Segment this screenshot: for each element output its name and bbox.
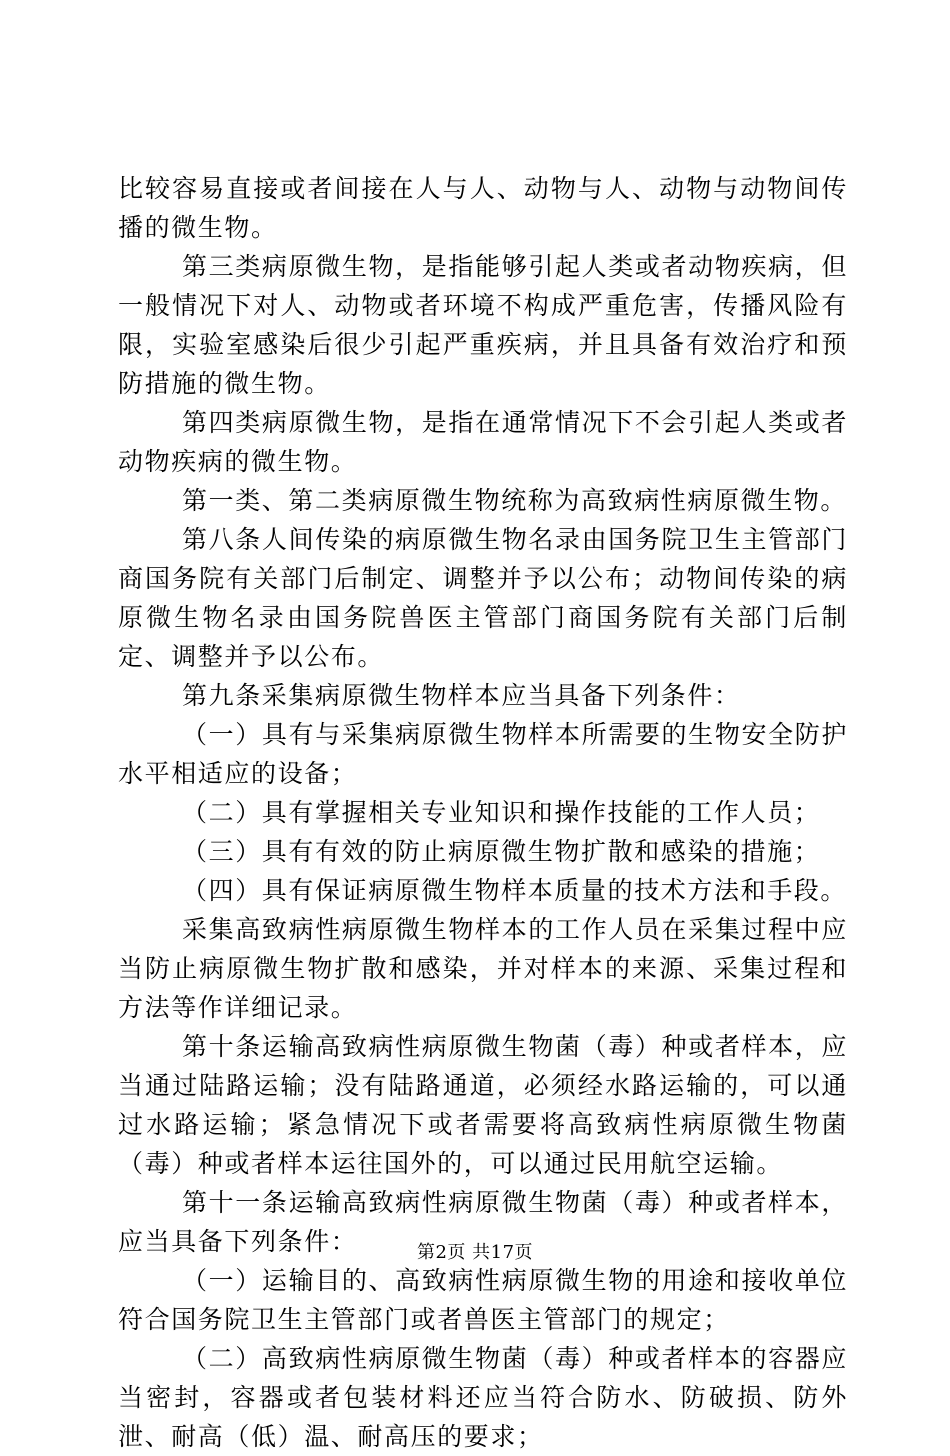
paragraph-sampling-records: 采集高致病性病原微生物样本的工作人员在采集过程中应当防止病原微生物扩散和感染，并对样本的来源、采集过程和方法等作详细记录。 <box>118 915 848 1022</box>
paragraph-class-four: 第四类病原微生物，是指在通常情况下不会引起人类或者动物疾病的微生物。 <box>118 408 848 476</box>
paragraph-class-three: 第三类病原微生物，是指能够引起人类或者动物疾病，但一般情况下对人、动物或者环境不构成严重危害，传播风险有限，实验室感染后很少引起严重疾病，并且具备有效治疗和预防措施的微生物。 <box>118 252 848 398</box>
paragraph-article-9: 第九条采集病原微生物样本应当具备下列条件： <box>182 681 741 710</box>
list-item-article-9-2: （二）具有掌握相关专业知识和操作技能的工作人员； <box>182 798 821 827</box>
paragraph-high-pathogenic-definition: 第一类、第二类病原微生物统称为高致病性病原微生物。 <box>182 486 848 515</box>
list-item-article-11-2: （二）高致病性病原微生物菌（毒）种或者样本的容器应当密封，容器或者包装材料还应当符合防水、防破损、防外泄、耐高（低）温、耐高压的要求； <box>118 1344 848 1451</box>
paragraph-continuation: 比较容易直接或者间接在人与人、动物与人、动物与动物间传播的微生物。 <box>118 174 848 242</box>
paragraph-article-8: 第八条人间传染的病原微生物名录由国务院卫生主管部门商国务院有关部门后制定、调整并予以公布；动物间传染的病原微生物名录由国务院兽医主管部门商国务院有关部门后制定、调整并予以公布。 <box>118 525 848 671</box>
list-item-article-11-1: （一）运输目的、高致病性病原微生物的用途和接收单位符合国务院卫生主管部门或者兽医主管部门的规定； <box>118 1266 848 1334</box>
paragraph-article-10: 第十条运输高致病性病原微生物菌（毒）种或者样本，应当通过陆路运输；没有陆路通道，必须经水路运输的，可以通过水路运输；紧急情况下或者需要将高致病性病原微生物菌（毒）种或者样本运往国外的，可以通过民用航空运输。 <box>118 1032 848 1178</box>
list-item-article-9-3: （三）具有有效的防止病原微生物扩散和感染的措施； <box>182 837 821 866</box>
paragraph-article-11: 第十一条运输高致病性病原微生物菌（毒）种或者样本，应当具备下列条件： <box>118 1188 848 1256</box>
page-number: 第2页 共17页 <box>416 1242 534 1263</box>
list-item-article-9-4: （四）具有保证病原微生物样本质量的技术方法和手段。 <box>182 876 848 905</box>
list-item-article-9-1: （一）具有与采集病原微生物样本所需要的生物安全防护水平相适应的设备； <box>118 720 848 788</box>
